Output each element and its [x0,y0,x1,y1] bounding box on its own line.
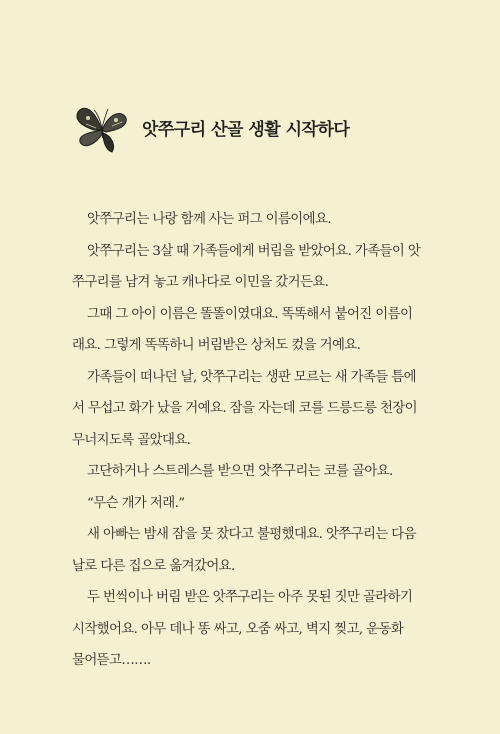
paragraph [72,299,428,362]
paragraph [72,362,428,457]
text-line: 시작했어요. 아무 데나 똥 싸고, 오줌 싸고, 벽지 찢고, 운동화 [72,621,404,637]
text-line: 서 무섭고 화가 났을 거예요. 잠을 자는데 코를 드릉드릉 천장이 [72,401,417,416]
chapter-header [72,100,349,154]
paragraph [72,236,428,299]
paragraph [72,582,428,677]
text-line: 날로 다른 집으로 옮겨갔어요. [72,558,235,574]
text-line: 무너지도록 골았대요. [72,432,191,448]
paragraph [72,488,428,520]
text-line: 새 아빠는 밤새 잠을 못 잤다고 불평했대요. 앗쭈구리는 다음 [87,527,416,542]
text-line: 물어뜯고……. [72,653,151,668]
text-line: 고단하거나 스트레스를 받으면 앗쭈구리는 코를 골아요. [87,464,393,479]
text-line: “무슨 개가 저래.” [87,495,185,511]
text-line: 쭈구리를 남겨 놓고 캐나다로 이민을 갔거든요. [72,275,329,290]
chapter-title: 앗쭈구리 산골 생활 시작하다 [142,119,350,140]
text-line: 그때 그 아이 이름은 똘똘이였대요. 똑똑해서 붙어진 이름이 [87,306,413,322]
text-line: 래요. 그렇게 똑똑하니 버림받은 상처도 컸을 거예요. [72,338,361,353]
story-text [72,204,428,677]
text-line: 두 번씩이나 버림 받은 앗쭈구리는 아주 못된 짓만 골라하기 [87,590,413,605]
paragraph [72,519,428,582]
text-line: 가족들이 떠나던 날, 앗쭈구리는 생판 모르는 새 가족들 틈에 [87,369,416,385]
butterfly-icon [72,100,132,154]
paragraph [72,204,428,236]
text-line: 앗쭈구리는 3살 때 가족들에게 버림을 받았어요. 가족들이 앗 [87,243,421,259]
paragraph [72,456,428,488]
text-line: 앗쭈구리는 나랑 함께 사는 퍼그 이름이에요. [87,212,331,227]
